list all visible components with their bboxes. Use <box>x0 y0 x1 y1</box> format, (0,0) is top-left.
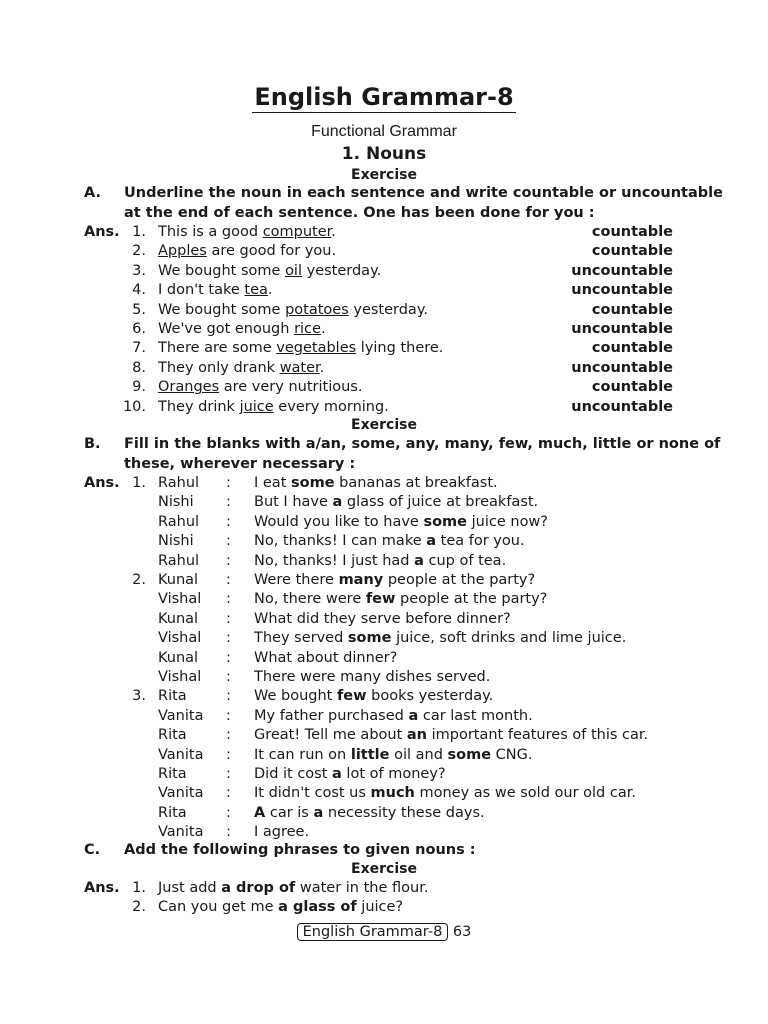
text-run: . <box>331 224 336 240</box>
dialogue-line <box>254 629 626 648</box>
underlined-noun: oil <box>285 262 302 279</box>
list-item <box>158 879 428 898</box>
answer-word: little <box>350 746 390 763</box>
item-number: 10. <box>122 398 146 415</box>
text-run: We've got enough <box>158 321 295 337</box>
speaker-name: Rita <box>158 804 187 821</box>
colon: : <box>226 727 231 744</box>
text-run: tea for you. <box>436 533 525 550</box>
text-run: We bought some <box>158 262 286 279</box>
colon: : <box>226 746 231 763</box>
speaker-name: Vishal <box>158 669 202 685</box>
speaker-name: Vishal <box>158 591 202 608</box>
text-run: yesterday. <box>348 301 428 318</box>
answer-word: some <box>447 746 492 763</box>
section-b-instruction-2: these, wherever necessary : <box>124 456 356 472</box>
speaker-name: Nishi <box>158 494 194 511</box>
text-run: It can run on <box>254 746 351 763</box>
text-run: I agree. <box>254 824 310 841</box>
text-run: are very nutritious. <box>219 379 363 396</box>
speaker-name: Vanita <box>158 785 204 802</box>
page-number: 63 <box>452 924 472 940</box>
exercise-heading-c: Exercise <box>351 861 417 877</box>
speaker-name: Rita <box>158 766 187 782</box>
item-number: 8. <box>132 359 146 376</box>
answer-word: A <box>254 804 266 821</box>
text-run: This is a good <box>158 224 263 240</box>
answer-word: a <box>332 494 343 511</box>
underlined-noun: Apples <box>158 243 207 260</box>
list-item <box>158 262 381 281</box>
answer-word: an <box>406 727 427 744</box>
text-run: There were many dishes served. <box>254 669 491 685</box>
text-run: We bought some <box>158 301 286 318</box>
underlined-noun: vegetables <box>276 340 357 357</box>
colon: : <box>226 513 231 530</box>
section-a-instruction: Underline the noun in each sentence and write countable or uncountable <box>124 185 723 201</box>
text-run: money as we sold our old car. <box>414 785 636 802</box>
text-run: They drink <box>158 398 240 415</box>
section-a-ans-label: Ans. <box>84 224 120 240</box>
text-run: yesterday. <box>302 262 382 279</box>
text-run: No, thanks! I just had <box>254 552 415 569</box>
text-run: lying there. <box>356 340 444 357</box>
text-run: Can you get me <box>158 899 279 916</box>
text-run: What did they serve before dinner? <box>254 610 511 627</box>
item-number: 6. <box>132 321 146 337</box>
countability-label: uncountable <box>571 282 673 299</box>
dialogue-number: 1. <box>132 475 146 491</box>
text-run: car last month. <box>418 707 533 724</box>
item-number: 5. <box>132 301 146 318</box>
dialogue-line <box>254 823 309 842</box>
chapter-heading: 1. Nouns <box>341 144 427 164</box>
dialogue-line <box>254 493 538 512</box>
text-run: Just add <box>158 880 222 896</box>
list-item <box>158 359 324 378</box>
colon: : <box>226 494 231 511</box>
list-item <box>158 223 336 242</box>
speaker-name: Rita <box>158 688 187 705</box>
answer-word: few <box>336 688 367 705</box>
countability-label: countable <box>591 379 673 396</box>
answer-word: few <box>365 591 396 608</box>
text-run: I eat <box>254 475 291 491</box>
section-b-ans-label: Ans. <box>84 475 120 491</box>
dialogue-line <box>254 746 533 765</box>
colon: : <box>226 475 231 491</box>
section-b-instruction: Fill in the blanks with a/an, some, any, many, few, much, little or none of <box>124 436 721 452</box>
dialogue-number: 2. <box>132 572 146 588</box>
underlined-noun: tea <box>244 282 268 299</box>
text-run: oil and <box>389 746 448 763</box>
dialogue-line <box>254 804 485 823</box>
countability-label: countable <box>591 301 673 318</box>
colon: : <box>226 572 231 588</box>
exercise-heading: Exercise <box>351 167 417 183</box>
page-title: English Grammar-8 <box>254 83 514 111</box>
list-item <box>158 378 362 397</box>
dialogue-line <box>254 707 533 726</box>
colon: : <box>226 630 231 647</box>
text-run: books yesterday. <box>366 688 494 705</box>
underlined-noun: juice <box>239 398 274 415</box>
text-run: CNG. <box>491 746 533 763</box>
colon: : <box>226 804 231 821</box>
section-b-label: B. <box>84 436 101 452</box>
text-run: They only drank <box>158 359 280 376</box>
page-footer <box>0 923 768 942</box>
dialogue-line <box>254 571 535 590</box>
dialogue-line <box>254 649 397 668</box>
answer-word: some <box>291 475 335 491</box>
countability-label: countable <box>591 340 673 357</box>
dialogue-line <box>254 474 498 493</box>
answer-word: a <box>426 533 437 550</box>
dialogue-line <box>254 610 511 629</box>
colon: : <box>226 533 231 550</box>
text-run: car is <box>265 804 314 821</box>
countability-label: uncountable <box>571 321 673 337</box>
underlined-noun: rice <box>294 321 321 337</box>
text-run: people at the party? <box>395 591 548 608</box>
text-run: . <box>319 359 325 376</box>
answer-word: a <box>414 552 424 569</box>
text-run: glass of juice at breakfast. <box>342 494 539 511</box>
text-run: . <box>267 282 273 299</box>
dialogue-line <box>254 687 493 706</box>
colon: : <box>226 669 231 685</box>
countability-label: uncountable <box>571 398 673 415</box>
text-run: What about dinner? <box>254 649 398 666</box>
item-number: 9. <box>132 379 146 396</box>
text-run: cup of tea. <box>423 552 507 569</box>
text-run: Were there <box>254 572 339 588</box>
item-number: 1. <box>132 224 146 240</box>
colon: : <box>226 591 231 608</box>
speaker-name: Kunal <box>158 649 199 666</box>
text-run: We bought <box>254 688 337 705</box>
speaker-name: Rahul <box>158 513 200 530</box>
underlined-noun: Oranges <box>158 379 220 396</box>
answer-word: a glass of <box>278 899 357 916</box>
item-number: 2. <box>132 243 146 260</box>
colon: : <box>226 707 231 724</box>
underlined-noun: water <box>279 359 320 376</box>
colon: : <box>226 552 231 569</box>
text-run: My father purchased <box>254 707 409 724</box>
text-run: are good for you. <box>206 243 337 260</box>
list-item <box>158 242 336 261</box>
countability-label: uncountable <box>571 359 673 376</box>
text-run: No, thanks! I can make <box>254 533 427 550</box>
item-number: 7. <box>132 340 146 357</box>
item-number: 1. <box>132 880 146 896</box>
text-run: important features of this car. <box>426 727 649 744</box>
speaker-name: Vanita <box>158 707 204 724</box>
speaker-name: Rahul <box>158 475 200 491</box>
section-a-label: A. <box>84 185 101 201</box>
item-number: 2. <box>132 899 146 916</box>
speaker-name: Vanita <box>158 746 204 763</box>
answer-word: some <box>423 513 468 530</box>
text-run: juice, soft drinks and lime juice. <box>391 630 627 647</box>
colon: : <box>226 688 231 705</box>
text-run: necessity these days. <box>323 804 485 821</box>
answer-word: much <box>370 785 415 802</box>
list-item <box>158 898 403 917</box>
list-item <box>158 339 443 358</box>
answer-word: a drop of <box>221 880 296 896</box>
underlined-noun: potatoes <box>285 301 349 318</box>
speaker-name: Kunal <box>158 610 199 627</box>
subtitle: Functional Grammar <box>311 123 457 140</box>
text-run: But I have <box>254 494 333 511</box>
section-c-instruction: Add the following phrases to given nouns : <box>124 842 476 858</box>
dialogue-line <box>254 765 446 784</box>
speaker-name: Vanita <box>158 824 204 841</box>
answer-word: a <box>408 707 419 724</box>
dialogue-line <box>254 668 490 687</box>
text-run: bananas at breakfast. <box>334 475 498 491</box>
colon: : <box>226 649 231 666</box>
item-number: 4. <box>132 282 146 299</box>
dialogue-line <box>254 532 525 551</box>
dialogue-line <box>254 784 636 803</box>
colon: : <box>226 610 231 627</box>
speaker-name: Rita <box>158 727 187 744</box>
dialogue-line <box>254 513 548 532</box>
text-run: No, there were <box>254 591 366 608</box>
colon: : <box>226 766 231 782</box>
text-run: They served <box>254 630 348 647</box>
speaker-name: Rahul <box>158 552 200 569</box>
list-item <box>158 301 428 320</box>
text-run: There are some <box>158 340 277 357</box>
answer-word: many <box>338 572 384 588</box>
list-item <box>158 398 389 417</box>
text-run: Great! Tell me about <box>254 727 407 744</box>
section-c-ans-label: Ans. <box>84 880 120 896</box>
text-run: Would you like to have <box>254 513 424 530</box>
text-run: It didn't cost us <box>254 785 371 802</box>
countability-label: countable <box>591 224 673 240</box>
colon: : <box>226 824 231 841</box>
countability-label: uncountable <box>571 262 673 279</box>
speaker-name: Kunal <box>158 572 199 588</box>
dialogue-line <box>254 726 648 745</box>
answer-word: some <box>347 630 392 647</box>
text-run: . <box>320 321 326 337</box>
text-run: every morning. <box>273 398 389 415</box>
text-run: Did it cost <box>254 766 333 782</box>
text-run: water in the flour. <box>295 880 429 896</box>
footer-book-title: English Grammar-8 <box>297 923 449 941</box>
answer-word: a <box>313 804 324 821</box>
item-number: 3. <box>132 262 146 279</box>
text-run: lot of money? <box>341 766 446 782</box>
underlined-noun: computer <box>262 224 332 240</box>
list-item <box>158 281 273 300</box>
text-run: juice? <box>356 899 404 916</box>
dialogue-line <box>254 552 506 571</box>
countability-label: countable <box>591 243 673 260</box>
section-a-instruction-2: at the end of each sentence. One has been done for you : <box>124 205 595 221</box>
speaker-name: Vishal <box>158 630 202 647</box>
section-c-label: C. <box>84 842 101 858</box>
exercise-heading-b: Exercise <box>351 417 417 433</box>
text-run: people at the party? <box>383 572 536 588</box>
text-run: I don't take <box>158 282 245 299</box>
dialogue-line <box>254 590 547 609</box>
answer-word: a <box>332 766 342 782</box>
speaker-name: Nishi <box>158 533 194 550</box>
list-item <box>158 320 326 339</box>
colon: : <box>226 785 231 802</box>
text-run: juice now? <box>467 513 548 530</box>
dialogue-number: 3. <box>132 688 146 705</box>
